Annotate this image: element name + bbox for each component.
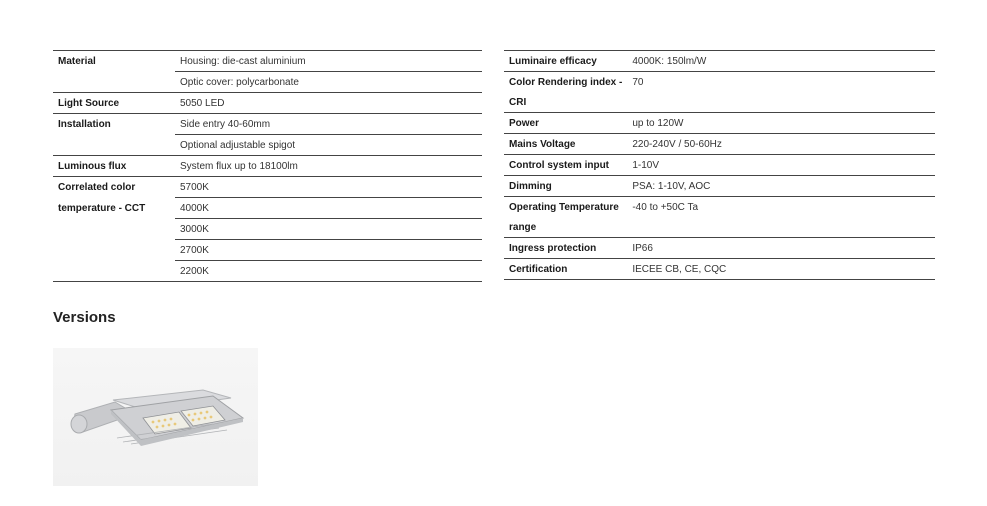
ingress-value: IP66 xyxy=(627,238,935,259)
control-input-label: Control system input xyxy=(504,155,627,176)
mains-voltage-label: Mains Voltage xyxy=(504,134,627,155)
certification-value: IECEE CB, CE, CQC xyxy=(627,259,935,280)
operating-temp-label-line2: range xyxy=(509,221,537,233)
cct-label-line1: Correlated color xyxy=(53,177,175,198)
installation-label: Installation xyxy=(53,114,175,135)
power-value: up to 120W xyxy=(627,113,935,134)
material-value-housing: Housing: die-cast aluminium xyxy=(175,51,482,72)
ingress-label: Ingress protection xyxy=(504,238,627,259)
installation-value-entry: Side entry 40-60mm xyxy=(175,114,482,135)
installation-value-spigot: Optional adjustable spigot xyxy=(175,135,482,156)
versions-heading: Versions xyxy=(53,309,116,326)
cri-value: 70 xyxy=(627,72,935,93)
streetlight-luminaire-image xyxy=(53,348,258,486)
mains-voltage-value: 220-240V / 50-60Hz xyxy=(627,134,935,155)
material-value-optic: Optic cover: polycarbonate xyxy=(175,72,482,93)
efficacy-value: 4000K: 150lm/W xyxy=(627,51,935,72)
efficacy-label: Luminaire efficacy xyxy=(504,51,627,72)
product-image xyxy=(53,348,258,486)
cct-value: 2200K xyxy=(175,261,482,282)
dimming-value: PSA: 1-10V, AOC xyxy=(627,176,935,197)
light-source-value: 5050 LED xyxy=(175,93,482,114)
cri-label-line1: Color Rendering index - xyxy=(504,72,627,93)
cct-label-line2: temperature - CCT xyxy=(58,202,146,214)
control-input-value: 1-10V xyxy=(627,155,935,176)
cct-value: 4000K xyxy=(175,198,482,219)
cct-value: 3000K xyxy=(175,219,482,240)
light-source-label: Light Source xyxy=(53,93,175,114)
spec-table-left xyxy=(53,50,482,282)
material-label: Material xyxy=(53,51,175,72)
spec-table-right xyxy=(504,50,935,280)
power-label: Power xyxy=(504,113,627,134)
luminous-flux-label: Luminous flux xyxy=(53,156,175,177)
cct-value: 2700K xyxy=(175,240,482,261)
cct-value: 5700K xyxy=(175,177,482,198)
operating-temp-value: -40 to +50C Ta xyxy=(627,197,935,218)
cri-label-line2: CRI xyxy=(509,96,527,108)
certification-label: Certification xyxy=(504,259,627,280)
dimming-label: Dimming xyxy=(504,176,627,197)
operating-temp-label-line1: Operating Temperature xyxy=(504,197,627,218)
luminous-flux-value: System flux up to 18100lm xyxy=(175,156,482,177)
